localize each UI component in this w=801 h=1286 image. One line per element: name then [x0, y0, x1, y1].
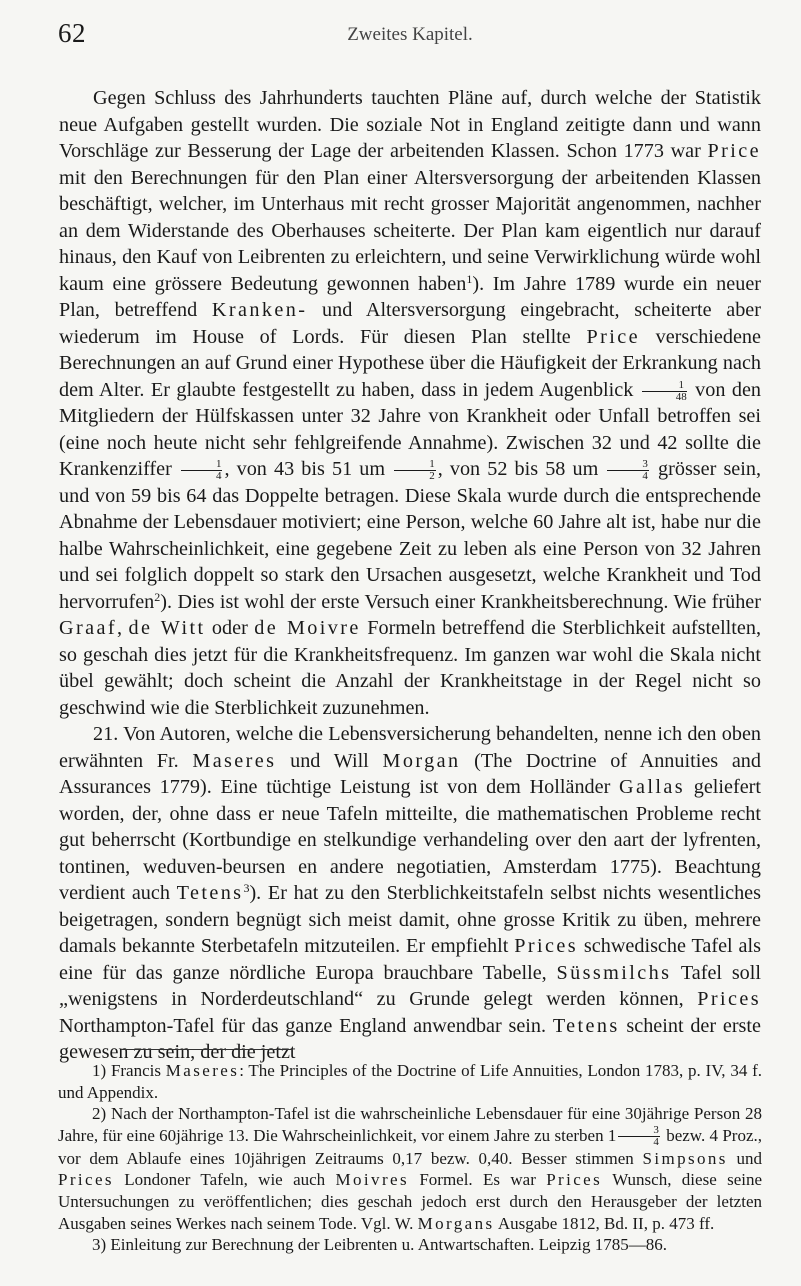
person-name: Morgans [417, 1213, 495, 1233]
fraction: $\frac{3}{4}$ [607, 459, 649, 482]
fraction: $\frac{1}{48}$ [642, 380, 687, 403]
person-name: Price [707, 140, 761, 162]
person-name: Prices [514, 935, 579, 957]
main-text [59, 85, 761, 1066]
fraction: $\frac{1}{4}$ [181, 459, 223, 482]
person-name: Tetens [552, 1014, 620, 1037]
person-name: Maseres [165, 1061, 240, 1080]
fraction: $\frac{1}{2}$ [394, 459, 436, 482]
person-name: Tetens [176, 882, 244, 904]
footnote-ref-1[interactable]: 1 [466, 271, 473, 286]
footnote-3: 3) Einleitung zur Berechnung der Leibrenten u. Antwartschaften. Leipzig 1785—86. [92, 1235, 667, 1255]
page-number: 62 [58, 18, 86, 48]
person-name: Morgan [382, 749, 461, 772]
footnote-divider [121, 1049, 293, 1050]
footnote-ref-3[interactable]: 3 [243, 881, 250, 895]
person-name: de Witt [128, 617, 206, 639]
person-name: Simpsons [642, 1148, 728, 1168]
person-name: Graaf [59, 617, 117, 639]
paragraph-1: Gegen Schluss des Jahrhunderts tauchten Pläne auf, durch welche der Statistik neue Aufgaben gestellt wurden. Die soziale Not in England zeitigte dann und wann Vorschläge zur Besserung der Lage der arbeitenden Klassen. Schon 1773 war Price mit den Berechnungen für den Plan einer Altersversorgung der arbeitenden Klassen beschäftigt, welcher, im Unterhaus mit recht grosser Majorität angenommen, nachher an dem Widerstande des Oberhauses scheiterte. Der Plan kam eigentlich nur darauf hinaus, den Kauf von Leibrenten zu erleichtern, und seine Verwirklichung würde wohl kaum eine grössere Bedeutung gewonnen haben$^1$). Im Jahre 1789 wurde ein neuer Plan, betreffend Kranken- und Altersversorgung eingebracht, scheiterte aber wiederum im House of Lords. Für diesen Plan stellte Price verschiedene Berechnungen an auf Grund einer Hypothese über die Häufigkeit der Erkrankung nach dem Alter. Er glaubte festgestellt zu haben, dass in jedem Augenblick $\frac{1}{48}$ von den Mitgliedern der Hülfskassen unter 32 Jahre von Krankheit oder Unfall betroffen sei (eine noch heute nicht sehr fehlgreifende Annahme). Zwischen 32 und 42 sollte die Krankenziffer $\frac{1}{4}$ , von 43 bis 51 um $\frac{1}{2}$ , von 52 bis 58 um $\frac{3}{4}$ grösser sein, und von 59 bis 64 das Doppelte betragen. Diese Skala wurde durch die entsprechende Abnahme der Lebensdauer motiviert; eine Person, welche 60 Jahre alt ist, habe nur die halbe Wahrscheinlichkeit, eine gegebene Zeit zu leben als eine Person von 32 Jahren und sei folglich doppelt so stark den Ursachen ausgesetzt, welche Krankheit und Tod hervorrufen$^2$). Dies ist wohl der erste Versuch einer Krankheitsberechnung. Wie früher Graaf, de Witt oder de Moivre Formeln betreffend die Sterblichkeit aufstellten, so geschah dies jetzt für die Krankheitsfrequenz. Im ganzen war wohl die Skala nicht übel gewählt; doch scheint die Anzahl der Krankheitstage in der Regel nicht so geschwind wie die Sterblichkeit zuzunehmen. [59, 87, 762, 719]
footnote-1: 1) Francis Maseres: The Principles of the Doctrine of Life Annuities, London 1783, p. IV, 34 f. und Appendix. [58, 1061, 763, 1102]
person-name: Moivres [335, 1170, 409, 1190]
footnote-2: 2) Nach der Northampton-Tafel ist die wahrscheinliche Lebensdauer für eine 30jährige Person 28 Jahre, für eine 60jährige 13. Die Wahrscheinlichkeit, vor einem Jahre zu sterben 1 $\frac{3}{4}$ bezw. 4 Proz., vor dem Ablaufe eines 10jährigen Zeitraums 0,17 bezw. 0,40. Besser stimmen Simpsons und Prices Londoner Tafeln, wie auch Moivres Formel. Es war Prices Wunsch, diese seine Untersuchungen zu veröffentlichen; dies geschah jedoch erst durch den Herausgeber der letzten Ausgaben seines Werkes nach seinem Tode. Vgl. W. Morgans Ausgabe 1812, Bd. II, p. 473 ff. [58, 1104, 763, 1233]
person-name: Süssmilchs [556, 961, 672, 984]
person-name: Prices [697, 988, 761, 1010]
page-header [58, 18, 762, 58]
person-name: Prices [58, 1170, 114, 1190]
person-name: Maseres [192, 749, 277, 772]
running-title: Zweites Kapitel. [347, 24, 473, 45]
person-name: Gallas [619, 776, 686, 798]
emphasis: Kranken- [211, 299, 308, 321]
person-name: Prices [546, 1170, 603, 1190]
footnotes [58, 1060, 762, 1256]
footnote-ref-2[interactable]: 2 [154, 589, 161, 604]
person-name: de Moivre [254, 617, 361, 639]
person-name: Price [586, 325, 640, 348]
fraction: $\frac{3}{4}$ [618, 1125, 660, 1148]
paragraph-2: 21. Von Autoren, welche die Lebensversicherung behandelten, nenne ich den oben erwähnten Fr. Maseres und Will Morgan (The Doctrine of Annuities and Assurances 1779). Eine tüchtige Leistung ist von dem Holländer Gallas geliefert worden, der, ohne dass er neue Tafeln mitteilte, die mathematischen Probleme recht gut beherrscht (Kortbundige en stelkundige verhandeling over den aart der lyfrenten, tontinen, weduven-beursen en andere negotiatien, Amsterdam 1775). Beachtung verdient auch Tetens$^3$). Er hat zu den Sterblichkeitstafeln selbst nichts wesentliches beigetragen, sondern begnügt sich meist damit, ohne grosse Kritik zu üben, mehrere damals bekannte Sterbetafeln mitzuteilen. Er empfiehlt Prices schwedische Tafel als eine für das ganze nördliche Europa brauchbare Tabelle, Süssmilchs Tafel soll „wenigstens in Norderdeutschland“ zu Grunde gelegt werden können, Prices Northampton-Tafel für das ganze England anwendbar sein. Tetens scheint der erste gewesen zu sein, der die jetzt [59, 723, 761, 1063]
